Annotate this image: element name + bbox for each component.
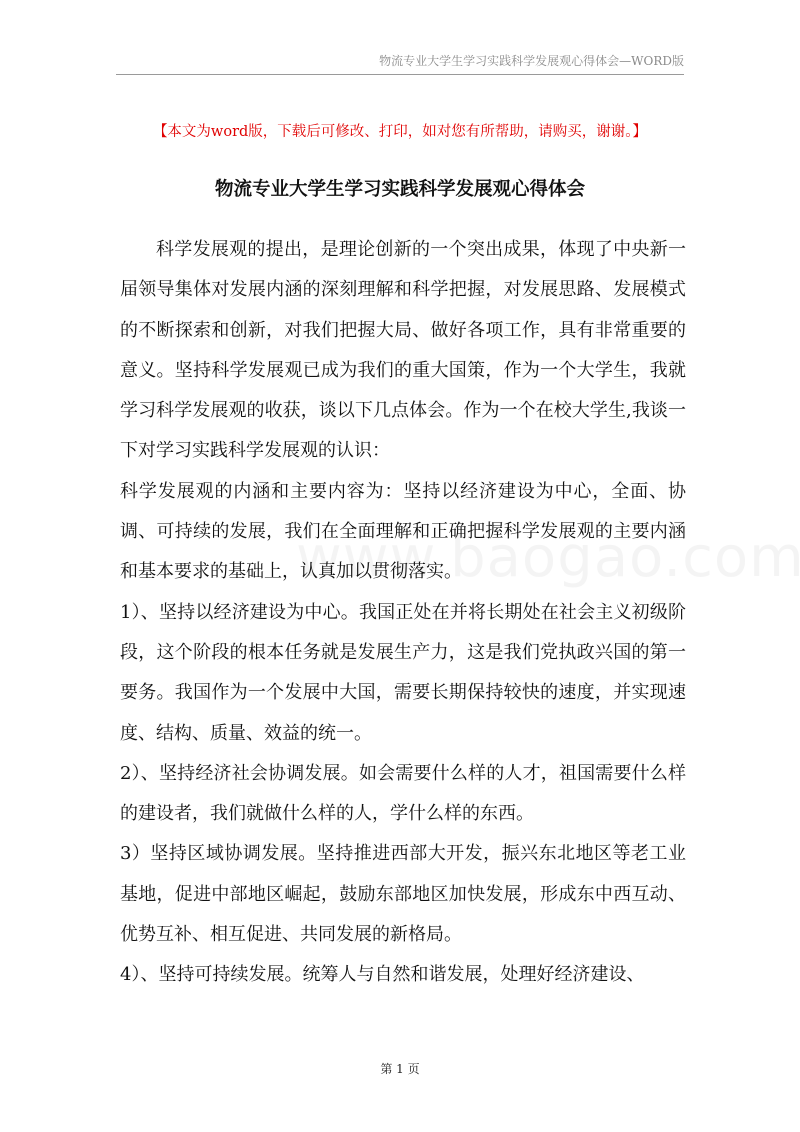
running-header: 物流专业大学生学习实践科学发展观心得体会—WORD版 (379, 54, 684, 68)
body-paragraph-point-1: 1）、坚持以经济建设为中心。我国正处在并将长期处在社会主义初级阶段，这个阶段的根本任务就是发展生产力，这是我们党执政兴国的第一要务。我国作为一个发展中大国，需要长期保持较快的速度，并实现速度、结构、质量、效益的统一。 (120, 601, 686, 744)
body-paragraph-point-2: 2）、坚持经济社会协调发展。如会需要什么样的人才，祖国需要什么样的建设者，我们就做什么样的人，学什么样的东西。 (120, 762, 686, 825)
body-paragraph-connotation: 科学发展观的内涵和主要内容为：坚持以经济建设为中心，全面、协调、可持续的发展，我们在全面理解和正确把握科学发展观的主要内涵和基本要求的基础上，认真加以贯彻落实。 (120, 480, 686, 583)
header-divider (116, 74, 684, 75)
page-number: 第 1 页 (380, 1062, 420, 1076)
body-paragraph-point-3: 3）坚持区域协调发展。坚持推进西部大开发，振兴东北地区等老工业基地，促进中部地区崛起，鼓励东部地区加快发展，形成东中西互动、优势互补、相互促进、共同发展的新格局。 (120, 843, 686, 946)
body-paragraph-intro: 科学发展观的提出，是理论创新的一个突出成果，体现了中央新一届领导集体对发展内涵的深刻理解和科学把握，对发展思路、发展模式的不断探索和创新，对我们把握大局、做好各项工作，具有非常重要的意义。坚持科学发展观已成为我们的重大国策，作为一个大学生，我就学习科学发展观的收获，谈以下几点体会。作为一个在校大学生,我谈一下对学习实践科学发展观的认识： (120, 239, 686, 462)
body-paragraph-point-4: 4）、坚持可持续发展。统筹人与自然和谐发展，处理好经济建设、 (120, 964, 645, 986)
document-body (120, 230, 686, 996)
download-notice: 【本文为word版，下载后可修改、打印，如对您有所帮助，请购买，谢谢。】 (152, 124, 648, 140)
document-title: 物流专业大学生学习实践科学发展观心得体会 (214, 179, 585, 200)
